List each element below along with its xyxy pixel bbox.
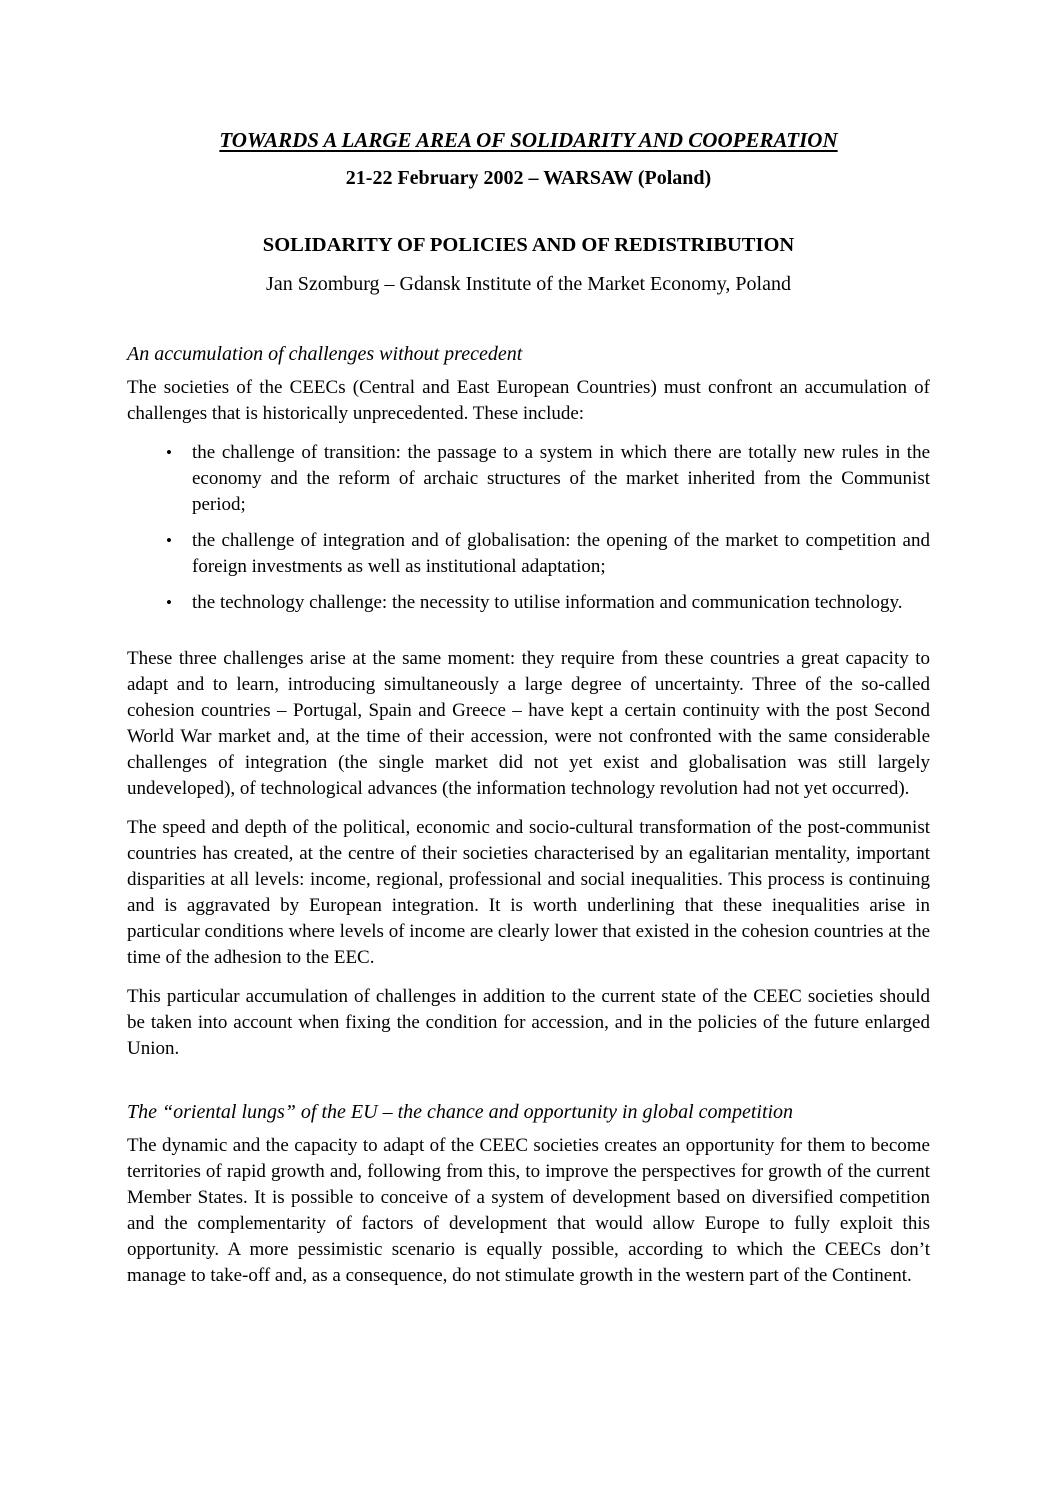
paper-title: SOLIDARITY OF POLICIES AND OF REDISTRIBUTION bbox=[262, 234, 795, 256]
list-item-text: the challenge of transition: the passage to a system in which there are totally new rules in the economy and the reform of archaic structures of the market inherited from the Communist period; bbox=[192, 442, 930, 515]
section-heading-oriental-lungs: The “oriental lungs” of the EU – the chance and opportunity in global competition bbox=[127, 1101, 794, 1123]
paragraph-intro-challenges: The societies of the CEECs (Central and East European Countries) must confront an accumulation of challenges that is historically unprecedented. These include: bbox=[127, 377, 930, 424]
author-affiliation: Jan Szomburg – Gdansk Institute of the Market Economy, Poland bbox=[266, 273, 791, 295]
conference-title bbox=[127, 128, 930, 152]
list-item-challenge-integration bbox=[127, 528, 930, 580]
bullet-icon: • bbox=[166, 531, 172, 550]
list-item-challenge-technology bbox=[127, 590, 930, 616]
list-item-text: the challenge of integration and of globalisation: the opening of the market to competition and foreign investments as well as institutional adaptation; bbox=[192, 530, 930, 577]
paragraph-particular-accumulation: This particular accumulation of challenges in addition to the current state of the CEEC societies should be taken into account when fixing the condition for accession, and in the policies of the future enlarged Union. bbox=[127, 986, 930, 1059]
bullet-icon: • bbox=[166, 443, 172, 462]
section-heading-accumulation-of-challenges: An accumulation of challenges without precedent bbox=[127, 343, 523, 365]
paragraph-three-challenges: These three challenges arise at the same moment: they require from these countries a great capacity to adapt and to learn, introducing simultaneously a large degree of uncertainty. Three of the so-called cohesion countries – Portugal, Spain and Greece – have kept a certain continuity with the post Second World War market and, at the time of their accession, were not confronted with the same considerable challenges of integration (the single market did not yet exist and globalisation was still largely undeveloped), of technological advances (the information technology revolution had not yet occurred). bbox=[127, 648, 930, 799]
list-item-challenge-transition bbox=[127, 440, 930, 518]
list-item-text: the technology challenge: the necessity to utilise information and communication technology. bbox=[192, 592, 903, 613]
paragraph-speed-and-depth: The speed and depth of the political, economic and socio-cultural transformation of the post-communist countries has created, at the centre of their societies characterised by an egalitarian mentality, important disparities at all levels: income, regional, professional and social inequalities. This process is continuing and is aggravated by European integration. It is worth underlining that these inequalities arise in particular conditions where levels of income are clearly lower that existed in the cohesion countries at the time of the adhesion to the EEC. bbox=[127, 817, 930, 968]
conference-title-text: TOWARDS A LARGE AREA OF SOLIDARITY AND COOPERATION bbox=[219, 128, 838, 152]
event-date-location: 21-22 February 2002 – WARSAW (Poland) bbox=[345, 167, 712, 189]
bullet-icon: • bbox=[166, 593, 172, 612]
challenges-bullet-list bbox=[127, 440, 930, 616]
paragraph-dynamic-capacity: The dynamic and the capacity to adapt of the CEEC societies creates an opportunity for them to become territories of rapid growth and, following from this, to improve the perspectives for growth of the current Member States. It is possible to conceive of a system of development based on diversified competition and the complementarity of factors of development that would allow Europe to fully exploit this opportunity. A more pessimistic scenario is equally possible, according to which the CEECs don’t manage to take-off and, as a consequence, do not stimulate growth in the western part of the Continent. bbox=[127, 1135, 930, 1286]
